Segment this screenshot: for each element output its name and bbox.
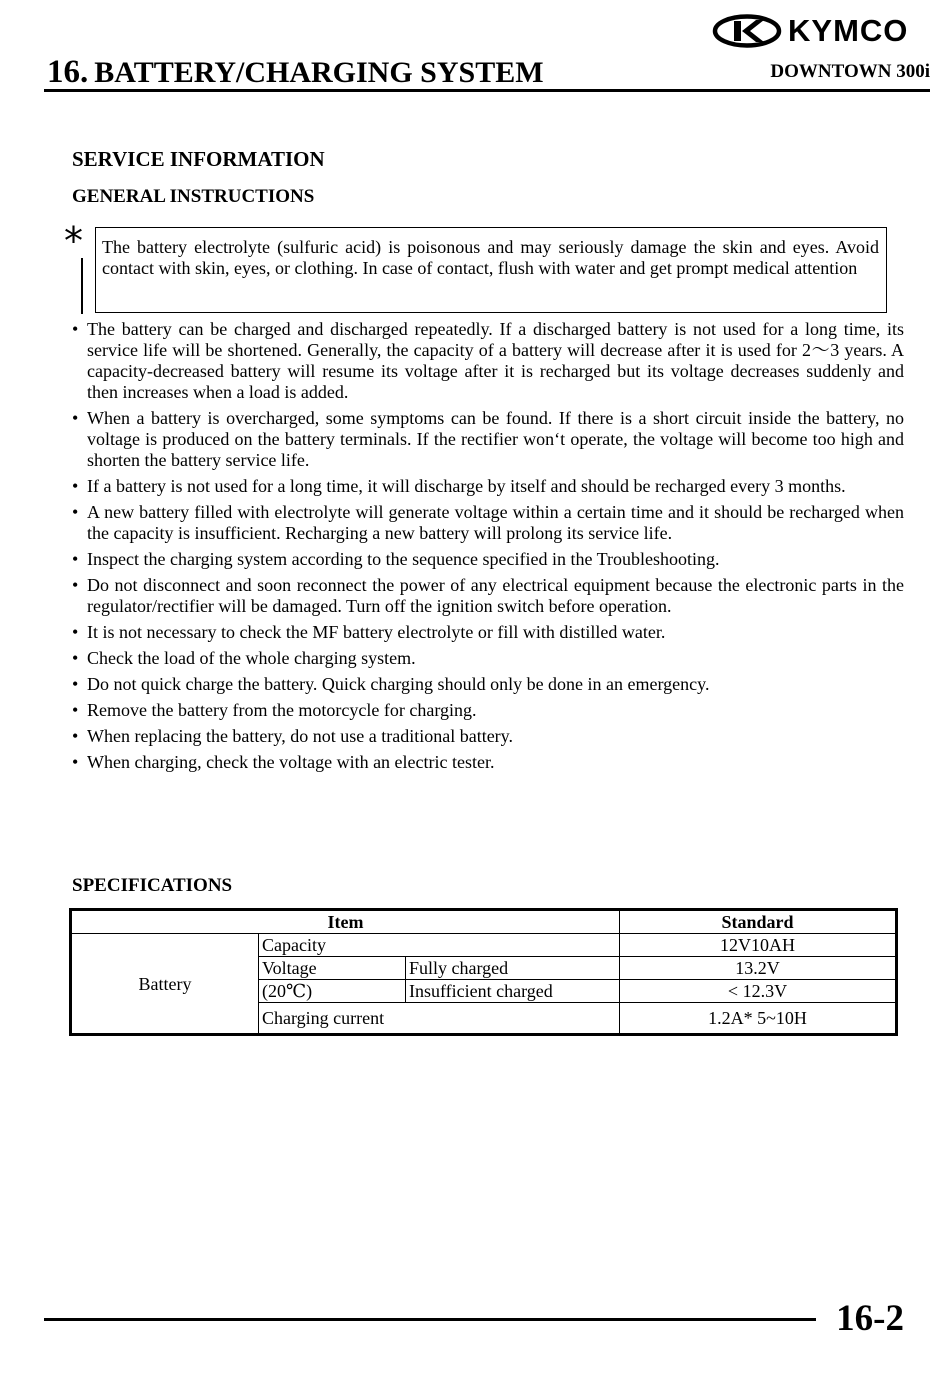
warning-asterisk-icon: * xyxy=(64,219,83,263)
bullet-icon: • xyxy=(72,700,79,720)
bullet-icon: • xyxy=(72,476,79,496)
capacity-label: Capacity xyxy=(259,934,620,957)
insufficient-charged-label: Insufficient charged xyxy=(406,980,620,1003)
general-instructions-heading: GENERAL INSTRUCTIONS xyxy=(72,186,315,207)
bullet-icon: • xyxy=(72,502,79,522)
charging-current-value: 1.2A* 5~10H xyxy=(620,1003,897,1035)
specifications-heading: SPECIFICATIONS xyxy=(72,875,233,896)
warning-side-bar xyxy=(81,258,83,314)
battery-group-cell: Battery xyxy=(71,934,259,1035)
insufficient-charged-value: < 12.3V xyxy=(620,980,897,1003)
bullet-icon: • xyxy=(72,408,79,428)
list-item: • When charging, check the voltage with an electric tester. xyxy=(72,752,495,772)
capacity-value: 12V10AH xyxy=(620,934,897,957)
kymco-logo xyxy=(712,14,928,48)
instruction-list xyxy=(72,319,904,778)
bullet-icon: • xyxy=(72,549,79,569)
bullet-icon: • xyxy=(72,575,79,595)
list-item: • When replacing the battery, do not use a traditional battery. xyxy=(72,726,514,746)
voltage-label: Voltage xyxy=(259,957,406,980)
charging-current-label: Charging current xyxy=(259,1003,620,1035)
list-item: • The battery can be charged and discharged repeatedly. If a discharged battery is not used for a long time, its service life will be shortened. Generally, the capacity of a battery will decrease after it is used for 2～3 years. A capacity-decreased battery will resume its voltage after it is recharged but its voltage decreases suddenly and then increases when a load is added. xyxy=(72,319,904,402)
header-rule xyxy=(44,89,930,92)
list-item: • It is not necessary to check the MF battery electrolyte or fill with distilled water. xyxy=(72,622,666,642)
page-number: 16-2 xyxy=(836,1298,904,1339)
list-item: • Remove the battery from the motorcycle for charging. xyxy=(72,700,477,720)
bullet-icon: • xyxy=(72,648,79,668)
item-header: Item xyxy=(71,910,620,934)
list-item: • A new battery filled with electrolyte will generate voltage within a certain time and it should be recharged when the capacity is insufficient. Recharging a new battery will prolong its service life. xyxy=(72,502,904,543)
fully-charged-label: Fully charged xyxy=(406,957,620,980)
specifications-table xyxy=(69,908,898,1036)
footer-rule xyxy=(44,1318,816,1321)
list-item: • Do not quick charge the battery. Quick charging should only be done in an emergency. xyxy=(72,674,710,694)
chapter-title: BATTERY/CHARGING SYSTEM xyxy=(94,56,544,89)
standard-header: Standard xyxy=(620,910,897,934)
list-item: • If a battery is not used for a long time, it will discharge by itself and should be recharged every 3 months. xyxy=(72,476,846,496)
bullet-icon: • xyxy=(72,674,79,694)
list-item: • Do not disconnect and soon reconnect the power of any electrical equipment because the electronic parts in the regulator/rectifier will be damaged. Turn off the ignition switch before operation. xyxy=(72,575,904,616)
bullet-icon: • xyxy=(72,622,79,642)
list-item: • Check the load of the whole charging system. xyxy=(72,648,416,668)
table-header-row xyxy=(71,910,897,934)
table-row xyxy=(71,934,897,957)
voltage-temperature: (20℃) xyxy=(259,980,406,1003)
model-name: DOWNTOWN 300i xyxy=(770,61,930,82)
list-item: • Inspect the charging system according to the sequence specified in the Troubleshooting. xyxy=(72,549,720,569)
bullet-icon: • xyxy=(72,726,79,746)
service-info-heading: SERVICE INFORMATION xyxy=(72,147,325,171)
fully-charged-value: 13.2V xyxy=(620,957,897,980)
bullet-icon: • xyxy=(72,752,79,772)
kymco-logo-mark-icon xyxy=(712,14,782,48)
list-item: • When a battery is overcharged, some symptoms can be found. If there is a short circuit inside the battery, no voltage is produced on the battery terminals. If the rectifier won‘t operate, the voltage will become too high and shorten the battery service life. xyxy=(72,408,904,470)
brand-name: KYMCO xyxy=(788,13,909,48)
warning-box: The battery electrolyte (sulfuric acid) is poisonous and may seriously damage the skin and eyes. Avoid contact with skin, eyes, or clothing. In case of contact, flush with water and get prompt medical attention xyxy=(95,227,887,313)
bullet-icon: • xyxy=(72,319,79,339)
chapter-number: 16. xyxy=(47,54,89,90)
